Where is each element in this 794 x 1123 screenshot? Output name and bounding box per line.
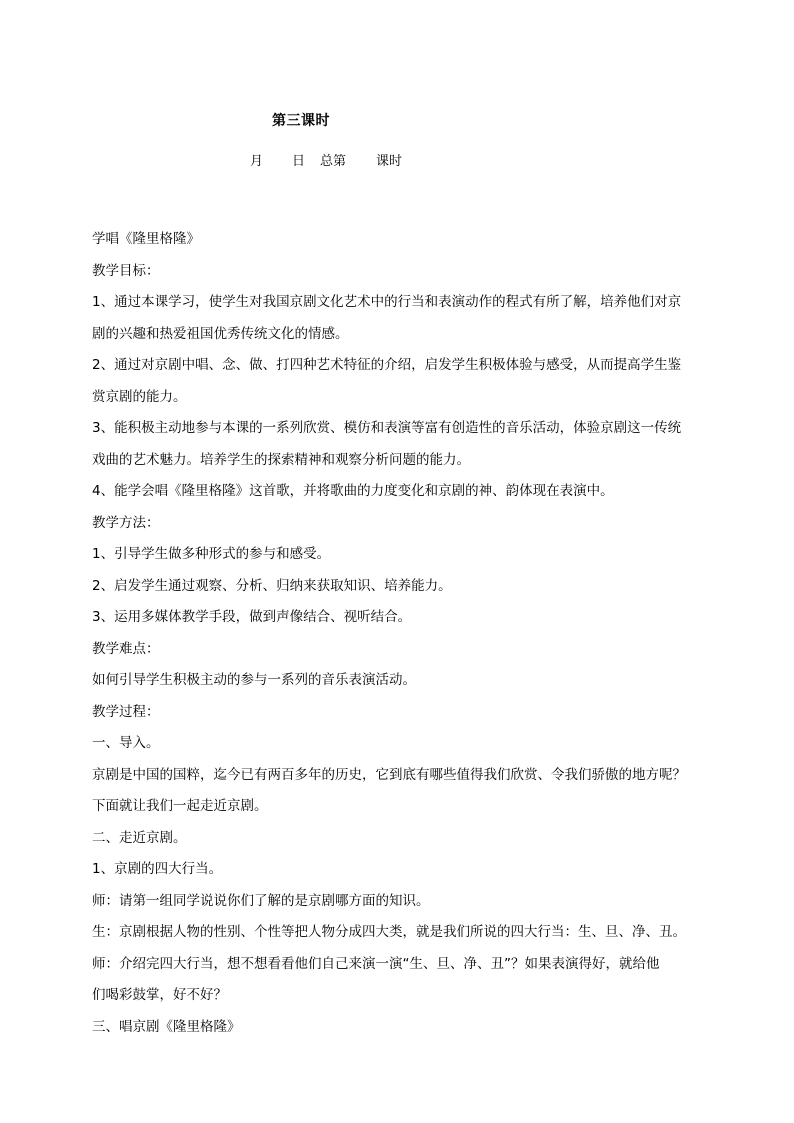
section-heading-objectives: 教学目标： xyxy=(92,262,160,279)
section-heading-methods: 教学方法： xyxy=(92,514,160,531)
text-line: 戏曲的艺术魅力。培养学生的探索精神和观察分析问题的能力。 xyxy=(92,451,470,468)
text-line: 1、引导学生做多种形式的参与和感受。 xyxy=(92,546,331,562)
text-line: 京剧是中国的国粹，迄今已有两百多年的历史，它到底有哪些值得我们欣赏、令我们骄傲的地方呢？ xyxy=(92,766,686,783)
page-title: 第三课时 xyxy=(272,113,330,129)
section-heading-difficulty: 教学难点： xyxy=(92,640,160,657)
text-line: 2、通过对京剧中唱、念、做、打四种艺术特征的介绍，启发学生积极体验与感受，从而提高学生鉴 xyxy=(92,357,682,373)
total-lesson-prefix: 总第 xyxy=(320,154,347,169)
text-line: 剧的兴趣和热爱祖国优秀传统文化的情感。 xyxy=(92,325,349,342)
text-line: 1、通过本课学习，使学生对我国京剧文化艺术中的行当和表演动作的程式有所了解，培养他们对京 xyxy=(92,294,682,310)
text-line: 师：请第一组同学说说你们了解的是京剧哪方面的知识。 xyxy=(92,892,430,909)
text-line: 4、能学会唱《隆里格隆》这首歌，并将歌曲的力度变化和京剧的神、韵体现在表演中。 xyxy=(92,483,614,499)
text-line: 1、京剧的四大行当。 xyxy=(92,861,223,877)
text-line: 下面就让我们一起走近京剧。 xyxy=(92,798,268,814)
date-line xyxy=(250,153,402,171)
text-line: 生：京剧根据人物的性别、个性等把人物分成四大类，就是我们所说的四大行当：生、旦、净、丑。 xyxy=(92,924,686,940)
text-line: 们喝彩鼓掌，好不好？ xyxy=(92,987,227,1003)
text-line: 如何引导学生积极主动的参与一系列的音乐表演活动。 xyxy=(92,672,416,688)
day-label: 日 xyxy=(292,154,306,169)
text-line: 三、唱京剧《隆里格隆》 xyxy=(92,1018,241,1035)
document-body xyxy=(92,224,704,1043)
text-line: 一、导入。 xyxy=(92,735,160,751)
month-label: 月 xyxy=(250,154,264,169)
section-heading-process: 教学过程： xyxy=(92,703,160,720)
lesson-suffix: 课时 xyxy=(376,154,403,169)
text-line: 二、走近京剧。 xyxy=(92,829,187,846)
text-line: 师：介绍完四大行当，想不想看看他们自己来演一演“生、旦、净、丑”？如果表演得好，就给他 xyxy=(92,955,660,972)
text-line: 赏京剧的能力。 xyxy=(92,388,187,405)
text-line: 3、运用多媒体教学手段，做到声像结合、视听结合。 xyxy=(92,609,412,625)
lesson-topic: 学唱《隆里格隆》 xyxy=(92,231,200,247)
text-line: 2、启发学生通过观察、分析、归纳来获取知识、培养能力。 xyxy=(92,577,452,594)
text-line: 3、能积极主动地参与本课的一系列欣赏、模仿和表演等富有创造性的音乐活动，体验京剧这一传统 xyxy=(92,420,682,436)
